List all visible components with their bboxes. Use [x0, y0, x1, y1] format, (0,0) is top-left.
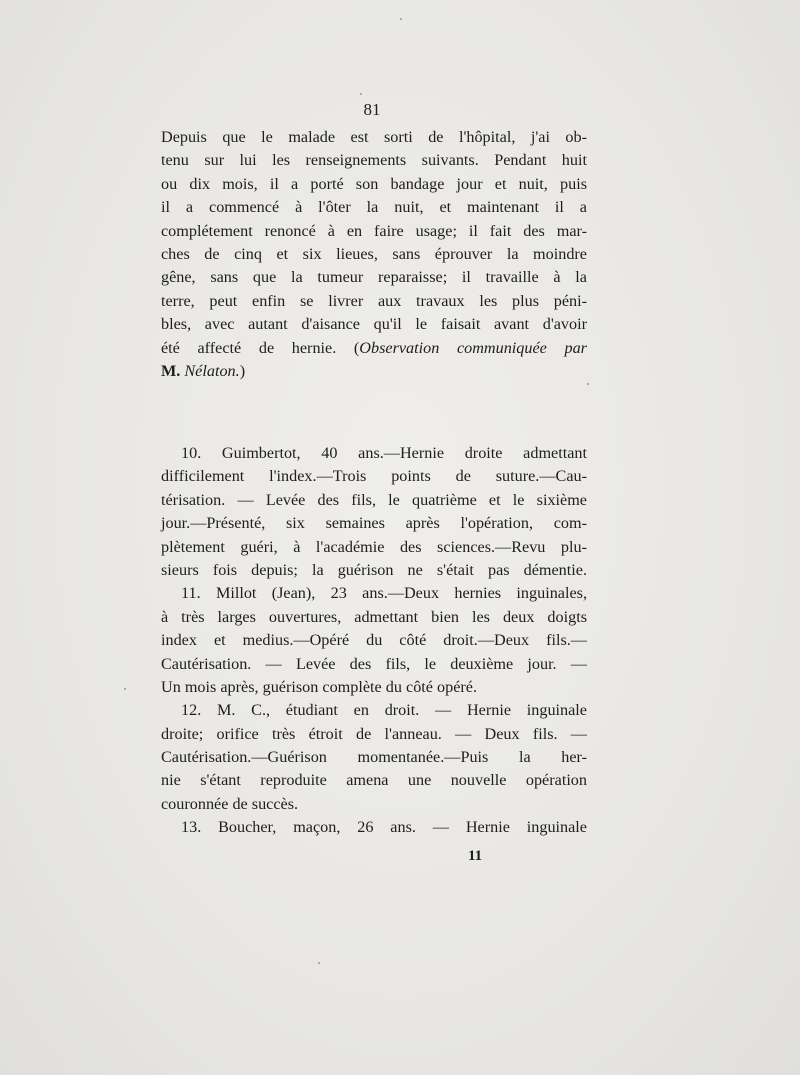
text-line: droite; orifice très étroit de l'anneau. — Deux fils. — [161, 724, 587, 743]
paper-speck [400, 18, 402, 20]
paper-speck [318, 962, 320, 964]
text-line: difficilement l'index.—Trois points de suture.—Cau- [161, 467, 587, 486]
text-line: à très larges ouvertures, admettant bien les deux doigts [161, 607, 587, 626]
paper-speck [360, 93, 362, 95]
text-line: index et medius.—Opéré du côté droit.—Deux fils.— [161, 631, 587, 650]
text-line: gêne, sans que la tumeur reparaisse; il travaille à la [161, 268, 587, 287]
text-line: Un mois après, guérison complète du côté opéré. [161, 677, 478, 696]
text-line: couronnée de succès. [161, 794, 299, 813]
text-line-citation-end [161, 360, 587, 383]
text-line: térisation. — Levée des fils, le quatrième et le sixième [161, 490, 587, 509]
paragraph-cases [161, 442, 587, 840]
citation-italic: Observation communiquée par [359, 338, 587, 357]
case-11-line: 11. Millot (Jean), 23 ans.—Deux hernies inguinales, [181, 584, 587, 603]
text-line: ches de cinq et six lieues, sans éprouver la moindre [161, 244, 587, 263]
citation-prefix: été affecté de hernie. ( [161, 338, 360, 357]
text-line: Depuis que le malade est sorti de l'hôpital, j'ai ob- [161, 128, 587, 146]
text-line: jour.—Présenté, six semaines après l'opération, com- [161, 514, 587, 533]
citation-initial: M. [161, 361, 181, 380]
paper-speck [587, 383, 589, 385]
citation-name: Nélaton. [184, 361, 240, 380]
page-number: 81 [363, 100, 381, 119]
case-12-line: 12. M. C., étudiant en droit. — Hernie inguinale [181, 701, 587, 720]
text-line-citation [161, 337, 587, 360]
text-line: il a commencé à l'ôter la nuit, et maintenant il a [161, 198, 587, 217]
text-line: plètement guéri, à l'académie des sciences.—Revu plu- [161, 537, 587, 556]
case-13-line: 13. Boucher, maçon, 26 ans. — Hernie inguinale [181, 818, 587, 837]
text-line: bles, avec autant d'aisance qu'il le faisait avant d'avoir [161, 315, 587, 334]
paper-speck [124, 688, 126, 690]
text-line: tenu sur lui les renseignements suivants. Pendant huit [161, 151, 587, 170]
case-10-line: 10. Guimbertot, 40 ans.—Hernie droite admettant [181, 444, 587, 462]
text-line: terre, peut enfin se livrer aux travaux les plus péni- [161, 291, 587, 310]
text-line: ou dix mois, il a porté son bandage jour et nuit, puis [161, 174, 587, 193]
text-line: complétement renoncé à en faire usage; il fait des mar- [161, 221, 587, 240]
text-line: sieurs fois depuis; la guérison ne s'était pas démentie. [161, 560, 587, 579]
text-line: nie s'étant reproduite amena une nouvelle opération [161, 771, 587, 790]
signature-mark: 11 [468, 848, 483, 864]
paragraph-observation [161, 126, 587, 383]
text-line: Cautérisation.—Guérison momentanée.—Puis la her- [161, 748, 587, 767]
text-line: Cautérisation. — Levée des fils, le deuxième jour. — [161, 654, 587, 673]
citation-suffix: ) [239, 361, 246, 380]
